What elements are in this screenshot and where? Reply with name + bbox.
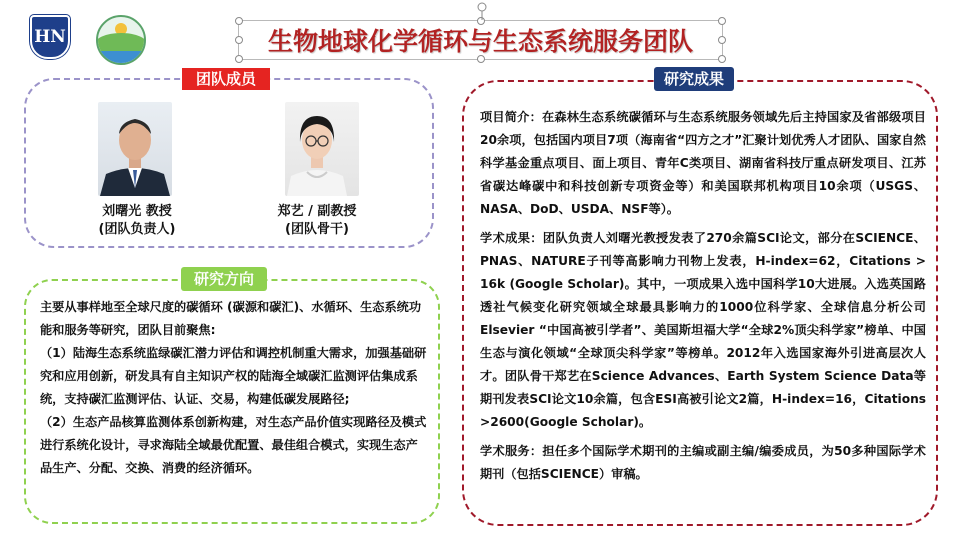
member-photo-liu	[98, 102, 172, 196]
rotate-handle-icon[interactable]	[477, 2, 487, 20]
member-role: (团队骨干)	[285, 222, 349, 237]
results-paragraph: 项目简介：在森林生态系统碳循环与生态系统服务领域先后主持国家及省部级项目20余项，包括国内项目7项（海南省“四方之才”汇聚计划优秀人才团队、国家自然科学基金重点项目、面上项目、青年C类项目、湖南省科技厅重点研发项目、江苏省碳达峰碳中和科技创新专项资金等）和美国联邦机构项目10余项（USGS、NASA、DoD、USDA、NSF等）。	[480, 110, 926, 216]
title-textbox[interactable]	[238, 20, 723, 60]
university-logo	[30, 16, 70, 58]
member-caption-liu	[72, 203, 202, 239]
research-results-label: 研究成果	[654, 67, 734, 91]
hn-logo-icon: HN	[30, 15, 70, 59]
research-direction-text	[40, 296, 428, 480]
member-name: 郑艺 / 副教授	[277, 204, 357, 219]
ecology-logo-icon	[96, 15, 146, 65]
direction-paragraph: 主要从事样地至全球尺度的碳循环 (碳源和碳汇)、水循环、生态系统功能和服务等研究，团队目前聚焦:	[40, 300, 422, 337]
research-direction-label: 研究方向	[181, 267, 267, 291]
member-caption-zheng	[252, 203, 382, 239]
member-name: 刘曙光 教授	[102, 204, 172, 219]
direction-paragraph: （1）陆海生态系统监绿碳汇潜力评估和调控机制重大需求，加强基础研究和应用创新，研发具有自主知识产权的陆海全域碳汇监测评估集成系统，支持碳汇监测评估、认证、交易，构建低碳发展路径;	[40, 346, 427, 406]
page-title: 生物地球化学循环与生态系统服务团队	[267, 27, 693, 56]
member-role: (团队负责人)	[98, 222, 176, 237]
team-members-label: 团队成员	[182, 68, 270, 90]
results-paragraph: 学术服务：担任多个国际学术期刊的主编或副主编/编委成员，为50多种国际学术期刊（包括SCIENCE）审稿。	[480, 444, 926, 481]
results-paragraph: 学术成果：团队负责人刘曙光教授发表了270余篇SCI论文，部分在SCIENCE、PNAS、NATURE子刊等高影响力刊物上发表，H-index=62，Citations > 16k (Google Scholar)。其中，一项成果入选中国科学10大进展。入选英国路透社气候变化研究领域全球最具影响力的1000位科学家、全球信息分析公司Elsevier “中国高被引学者”、美国斯坦福大学“全球2%顶尖科学家”榜单、中国生态与演化领域“全球顶尖科学家”等榜单。2012年入选国家海外引进高层次人才。团队骨干郑艺在Science Advances、Earth System Science Data等期刊发表SCI论文10余篇，包含ESI高被引论文2篇，H-index=16，Citations >2600(Google Scholar)。	[480, 231, 926, 429]
research-results-text	[480, 106, 926, 492]
direction-paragraph: （2）生态产品核算监测体系创新构建，对生态产品价值实现路径及模式进行系统化设计，寻求海陆全域最优配置、最佳组合模式，实现生态产品生产、分配、交换、消费的经济循环。	[40, 415, 427, 475]
member-photo-zheng	[285, 102, 359, 196]
